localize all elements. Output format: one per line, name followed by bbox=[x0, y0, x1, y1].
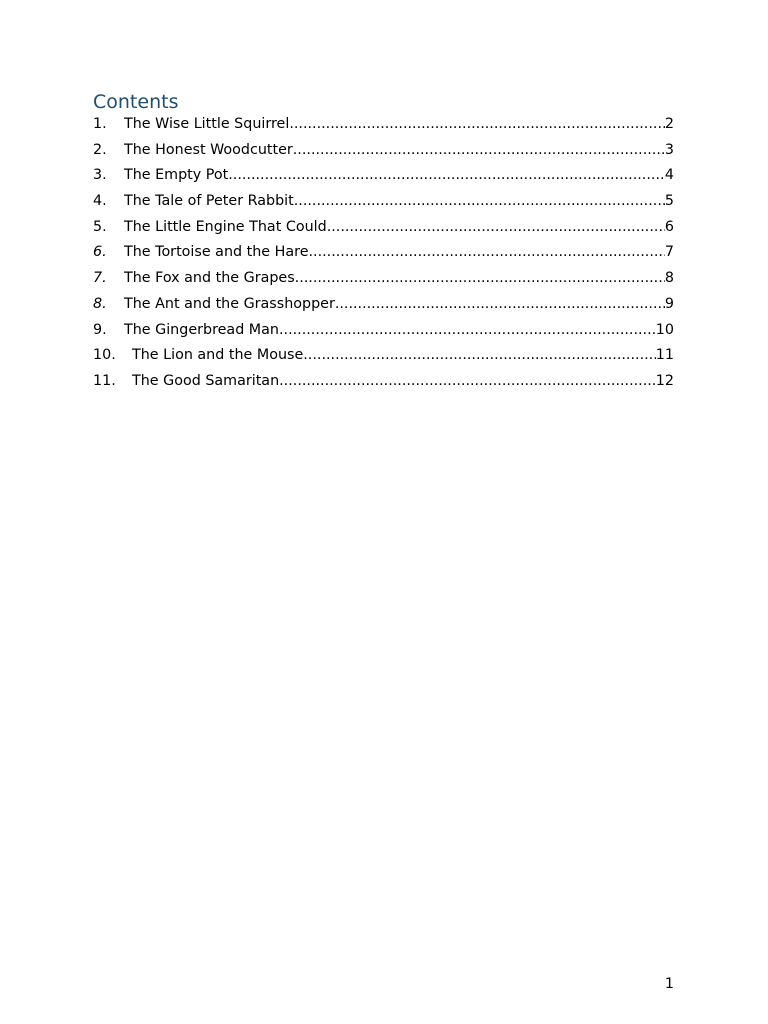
toc-entry-number: 8. bbox=[93, 295, 107, 312]
toc-dot-leader bbox=[228, 165, 665, 185]
toc-entry-title: The Good Samaritan bbox=[132, 372, 280, 389]
toc-dot-leader bbox=[327, 217, 665, 237]
toc-entry-title: The Gingerbread Man bbox=[124, 321, 279, 338]
toc-entry-page: 11 bbox=[655, 347, 674, 364]
toc-entry-title: The Little Engine That Could bbox=[124, 218, 327, 235]
toc-entry-page: 8 bbox=[664, 270, 674, 287]
toc-dot-leader bbox=[335, 294, 665, 314]
toc-entry-number: 1. bbox=[93, 116, 107, 132]
toc-dot-leader bbox=[303, 345, 656, 365]
toc-entry[interactable] bbox=[93, 242, 674, 268]
toc-entry[interactable] bbox=[93, 191, 674, 217]
toc-dot-leader bbox=[295, 268, 665, 288]
toc-entry-title: The Empty Pot bbox=[124, 167, 229, 184]
toc-entry-number: 5. bbox=[93, 218, 107, 235]
toc-entry[interactable] bbox=[93, 345, 674, 371]
toc-dot-leader bbox=[309, 242, 665, 262]
toc-entry-page: 6 bbox=[664, 218, 674, 235]
toc-dot-leader bbox=[289, 114, 665, 134]
toc-entry-title: The Wise Little Squirrel bbox=[124, 116, 290, 132]
toc-entry-page: 7 bbox=[664, 244, 674, 261]
toc-entry-title: The Tale of Peter Rabbit bbox=[124, 193, 294, 210]
toc-entry-page: 3 bbox=[664, 141, 674, 158]
toc-entry-number: 6. bbox=[93, 244, 107, 261]
toc-entry-page: 12 bbox=[655, 372, 674, 389]
toc-entry-title: The Lion and the Mouse bbox=[132, 347, 304, 364]
toc-entry-page: 10 bbox=[655, 321, 674, 338]
toc-entry-number: 4. bbox=[93, 193, 107, 210]
toc-entry-title: The Tortoise and the Hare bbox=[124, 244, 309, 261]
toc-entry-number: 2. bbox=[93, 141, 107, 158]
toc-entry-title: The Ant and the Grasshopper bbox=[124, 295, 335, 312]
toc-dot-leader bbox=[279, 371, 656, 391]
toc-dot-leader bbox=[293, 140, 665, 160]
toc-entry[interactable] bbox=[93, 371, 674, 397]
toc-entry-title: The Honest Woodcutter bbox=[124, 141, 293, 158]
toc-entry-number: 3. bbox=[93, 167, 107, 184]
toc-dot-leader bbox=[279, 320, 656, 340]
toc-entry[interactable] bbox=[93, 165, 674, 191]
table-of-contents bbox=[93, 114, 674, 397]
toc-dot-leader bbox=[294, 191, 665, 211]
toc-entry[interactable] bbox=[93, 140, 674, 166]
toc-entry-page: 5 bbox=[664, 193, 674, 210]
toc-entry-number: 11. bbox=[93, 372, 116, 389]
toc-entry-number: 7. bbox=[93, 270, 107, 287]
toc-entry[interactable] bbox=[93, 217, 674, 243]
toc-entry-page: 4 bbox=[664, 167, 674, 184]
toc-heading: Contents bbox=[93, 91, 179, 113]
toc-entry[interactable] bbox=[93, 268, 674, 294]
toc-entry[interactable] bbox=[93, 320, 674, 346]
toc-entry-title: The Fox and the Grapes bbox=[124, 270, 295, 287]
toc-entry[interactable] bbox=[93, 114, 674, 140]
toc-entry[interactable] bbox=[93, 294, 674, 320]
toc-entry-number: 9. bbox=[93, 321, 107, 338]
toc-entry-number: 10. bbox=[93, 347, 116, 364]
page-number: 1 bbox=[664, 976, 674, 992]
toc-entry-page: 2 bbox=[664, 116, 674, 132]
toc-entry-page: 9 bbox=[664, 295, 674, 312]
